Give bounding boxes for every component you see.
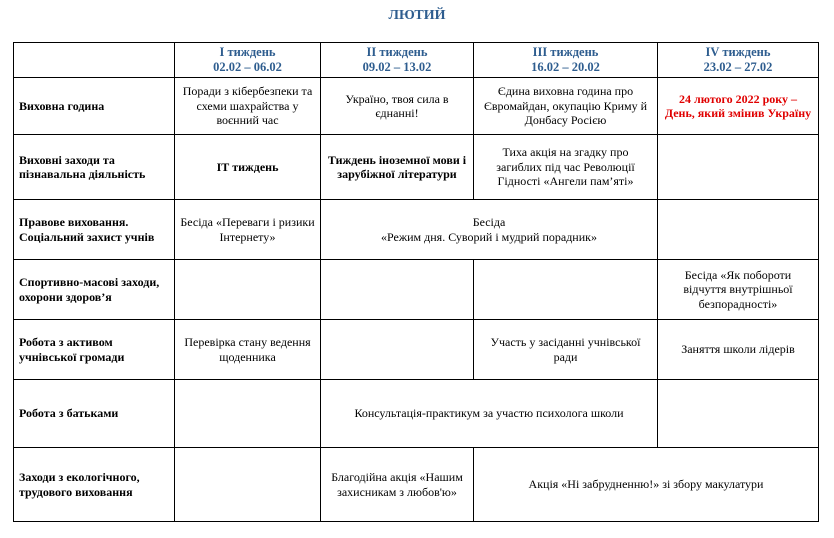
- cell-zakhody-w1: ІТ тиждень: [175, 135, 321, 200]
- cell-aktyv-w1: Перевірка стану ведення щоденника: [175, 320, 321, 380]
- cell-pravove-w2-w3: [321, 200, 658, 260]
- week-2-label: ІІ тиждень: [366, 45, 428, 59]
- table-row: [14, 78, 819, 135]
- cell-batky-w1: [175, 380, 321, 448]
- cell-batky-w4: [658, 380, 819, 448]
- cell-ekolog-w1: [175, 448, 321, 522]
- table-row: [14, 380, 819, 448]
- table-row: [14, 260, 819, 320]
- cell-zakhody-w3: Тиха акція на згадку про загиблих під час Революції Гідності «Ангели пам’яті»: [474, 135, 658, 200]
- cell-vykhovna-w2: Україно, твоя сила в єднанні!: [321, 78, 474, 135]
- table-row: [14, 200, 819, 260]
- cell-pravove-w23-line2: «Режим дня. Суворий і мудрий порадник»: [381, 229, 597, 244]
- header-row: [14, 43, 819, 78]
- page-title: ЛЮТИЙ: [388, 8, 446, 23]
- cell-sport-w4: Бесіда «Як побороти відчуття внутрішньої безпорадності»: [658, 260, 819, 320]
- cell-zakhody-w2: Тиждень іноземної мови і зарубіжної літератури: [321, 135, 474, 200]
- row-label-sport: Спортивно-масові заходи, охорони здоров’я: [14, 260, 175, 320]
- cell-aktyv-w3: Участь у засіданні учнівської ради: [474, 320, 658, 380]
- cell-zakhody-w4: [658, 135, 819, 200]
- week-1-label: І тиждень: [219, 45, 276, 59]
- week-2-dates: 09.02 – 13.02: [362, 60, 432, 74]
- table-row: [14, 320, 819, 380]
- cell-sport-w3: [474, 260, 658, 320]
- monthly-plan-table: [13, 42, 819, 522]
- week-4-header: [658, 43, 819, 78]
- row-label-vykhovna-hodyna: Виховна година: [14, 78, 175, 135]
- table-row: [14, 135, 819, 200]
- row-label-batky: Робота з батьками: [14, 380, 175, 448]
- week-4-dates: 23.02 – 27.02: [703, 60, 773, 74]
- row-label-ekolog: Заходи з екологічного, трудового виховання: [14, 448, 175, 522]
- row-label-pravove: Правове виховання. Соціальний захист учнів: [14, 200, 175, 260]
- cell-aktyv-w4: Заняття школи лідерів: [658, 320, 819, 380]
- week-4-label: ІV тиждень: [705, 45, 771, 59]
- week-3-label: ІІІ тиждень: [532, 45, 599, 59]
- table-row: [14, 448, 819, 522]
- week-2-header: [321, 43, 474, 78]
- cell-batky-w2-w3: Консультація-практикум за участю психолога школи: [321, 380, 658, 448]
- row-label-zakhody: Виховні заходи та пізнавальна діяльність: [14, 135, 175, 200]
- corner-cell: [14, 43, 175, 78]
- cell-pravove-w23-line1: Бесіда: [472, 215, 506, 230]
- cell-vykhovna-w3: Єдина виховна година про Євромайдан, окупацію Криму й Донбасу Росією: [474, 78, 658, 135]
- week-1-dates: 02.02 – 06.02: [213, 60, 282, 74]
- cell-sport-w2: [321, 260, 474, 320]
- cell-ekolog-w3-w4: Акція «Ні забрудненню!» зі збору макулатури: [474, 448, 819, 522]
- cell-pravove-w1: Бесіда «Переваги і ризики Інтернету»: [175, 200, 321, 260]
- week-1-header: [175, 43, 321, 78]
- row-label-aktyv: Робота з активом учнівської громади: [14, 320, 175, 380]
- cell-aktyv-w2: [321, 320, 474, 380]
- cell-vykhovna-w1: Поради з кібербезпеки та схеми шахрайства у воєнний час: [175, 78, 321, 135]
- cell-ekolog-w2: Благодійна акція «Нашим захисникам з любов'ю»: [321, 448, 474, 522]
- cell-vykhovna-w4: 24 лютого 2022 року – День, який змінив Україну: [658, 78, 819, 135]
- week-3-header: [474, 43, 658, 78]
- week-3-dates: 16.02 – 20.02: [531, 60, 600, 74]
- cell-pravove-w4: [658, 200, 819, 260]
- cell-sport-w1: [175, 260, 321, 320]
